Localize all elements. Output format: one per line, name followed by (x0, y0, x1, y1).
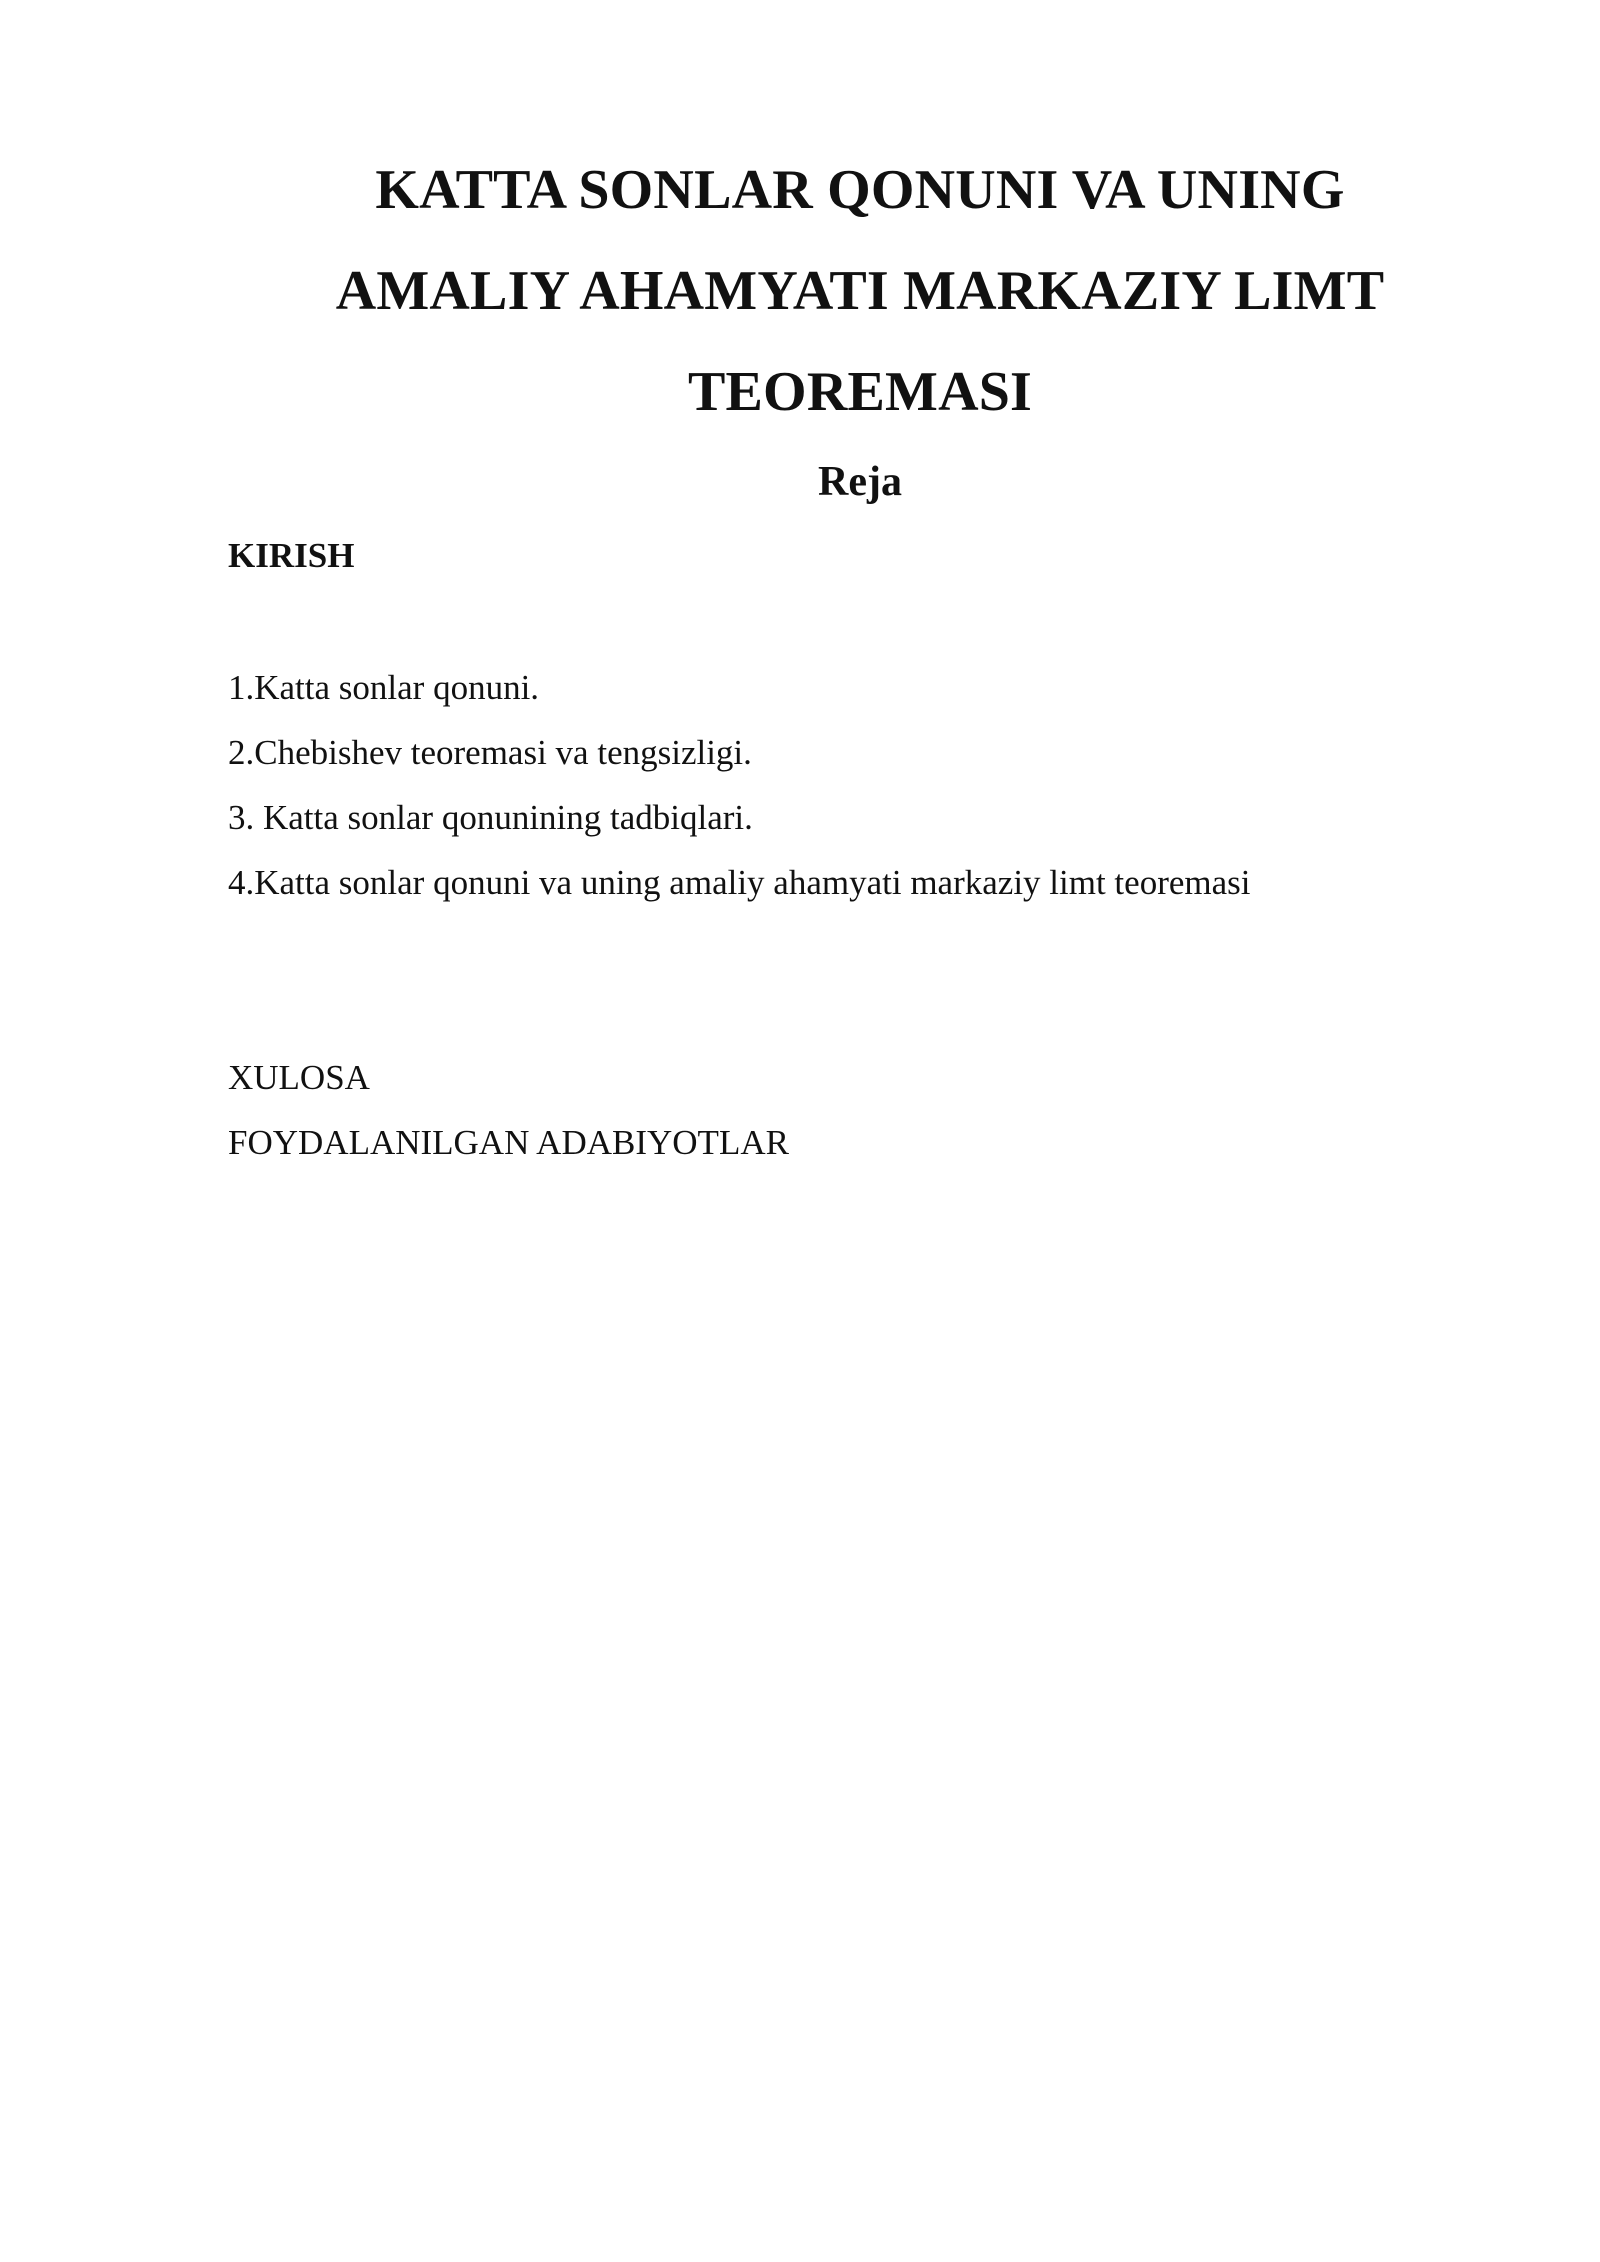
conclusion-label: XULOSA (228, 1058, 370, 1097)
intro-label: KIRISH (228, 536, 355, 575)
title-line: KATTA SONLAR QONUNI VA UNING (375, 159, 1345, 221)
title-line: TEOREMASI (687, 361, 1033, 423)
plan-heading: Reja (818, 459, 902, 505)
title-line: AMALIY AHAMYATI MARKAZIY LIMT (335, 260, 1385, 322)
document-title (280, 140, 1440, 443)
closing-sections (228, 1045, 789, 1175)
plan-list (228, 655, 1251, 915)
plan-item: 4.Katta sonlar qonuni va uning amaliy ahamyati markaziy limt teoremasi (228, 863, 1251, 902)
references-label: FOYDALANILGAN ADABIYOTLAR (228, 1123, 789, 1162)
plan-item: 2.Chebishev teoremasi va tengsizligi. (228, 733, 752, 772)
plan-item: 1.Katta sonlar qonuni. (228, 668, 540, 707)
plan-item: 3. Katta sonlar qonunining tadbiqlari. (228, 798, 753, 837)
